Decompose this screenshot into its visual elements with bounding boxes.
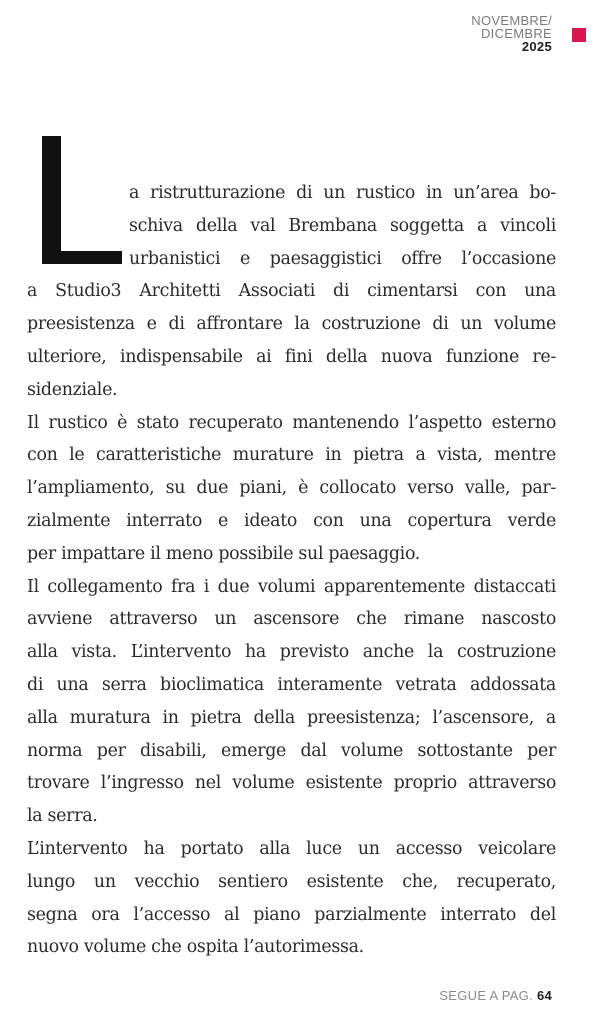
- text-line: schiva della val Brembana soggetta a vincoli: [129, 215, 556, 236]
- issue-year: 2025: [521, 39, 552, 54]
- continued-label: SEGUE A PAG.: [439, 988, 534, 1003]
- text-line: sidenziale.: [27, 379, 118, 400]
- text-line: ulteriore, indispensabile ai fini della nuova funzione re-: [27, 346, 556, 367]
- text-line: trovare l’ingresso nel volume esistente proprio attraverso: [27, 773, 556, 794]
- text-line: preesistenza e di affrontare la costruzione di un volume: [27, 314, 556, 335]
- text-line: L’intervento ha portato alla luce un accesso veicolare: [27, 838, 556, 859]
- article-body: [27, 177, 556, 964]
- text-line: Il rustico è stato recuperato mantenendo l’aspetto esterno: [27, 412, 556, 433]
- text-line: zialmente interrato e ideato con una copertura verde: [27, 510, 556, 531]
- text-line: urbanistici e paesaggistici offre l’occasione: [129, 248, 556, 269]
- text-line: Il collegamento fra i due volumi apparentemente distaccati: [27, 576, 556, 597]
- text-line: l’ampliamento, su due piani, è collocato verso valle, par-: [27, 478, 556, 499]
- continued-note: [439, 988, 552, 1003]
- text-line: a ristrutturazione di un rustico in un’area bo-: [129, 183, 556, 203]
- text-line: avviene attraverso un ascensore che rimane nascosto: [27, 609, 556, 630]
- text-line: lungo un vecchio sentiero esistente che, recuperato,: [27, 871, 556, 892]
- text-line: segna ora l’accesso al piano parzialmente interrato del: [27, 904, 556, 925]
- text-line: la serra.: [27, 806, 98, 827]
- accent-square: [572, 28, 586, 42]
- text-line: norma per disabili, emerge dal volume sottostante per: [27, 740, 556, 761]
- text-line: di una serra bioclimatica interamente vetrata addossata: [27, 674, 556, 695]
- text-line: per impattare il meno possibile sul paesaggio.: [27, 543, 421, 564]
- text-line: alla muratura in pietra della preesistenza; l’ascensore, a: [27, 707, 556, 728]
- text-line: a Studio3 Architetti Associati di cimentarsi con una: [27, 281, 556, 302]
- text-line: nuovo volume che ospita l’autorimessa.: [27, 937, 364, 958]
- text-line: con le caratteristiche murature in pietra a vista, mentre: [27, 445, 556, 466]
- issue-month-line2: DICEMBRE: [480, 26, 552, 41]
- text-line: alla vista. L’intervento ha previsto anche la costruzione: [27, 642, 556, 663]
- issue-date: [471, 14, 552, 53]
- continued-page-number: 64: [536, 988, 552, 1003]
- issue-month-line1: NOVEMBRE/: [471, 13, 552, 28]
